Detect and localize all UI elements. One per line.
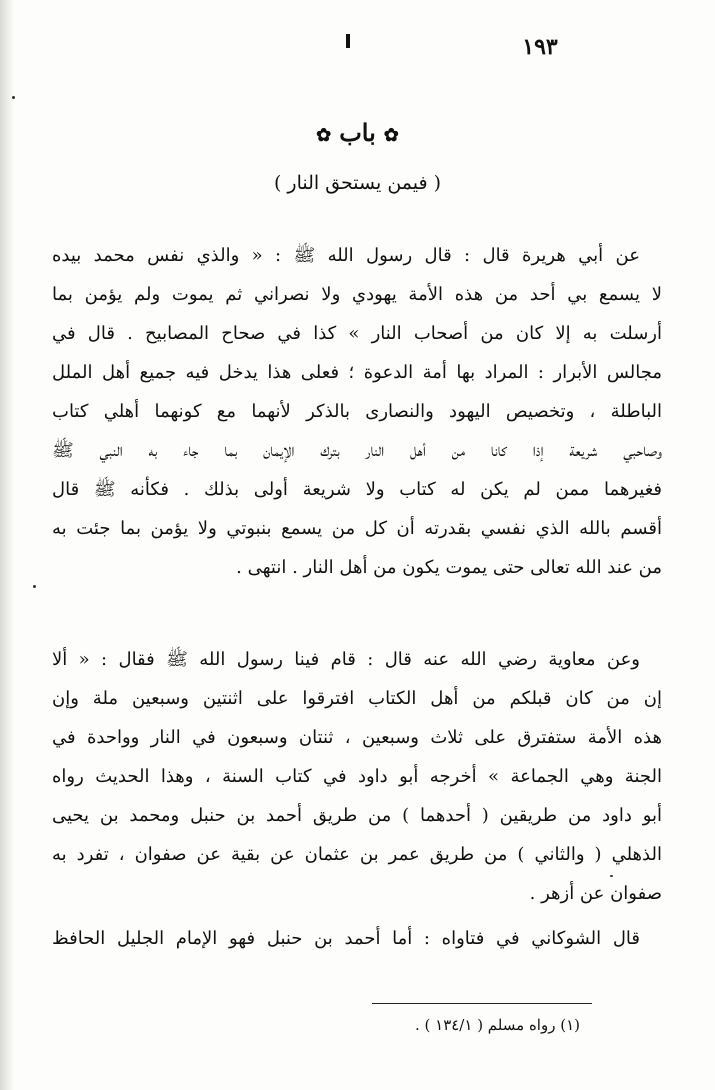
chapter-title-text: باب <box>339 118 376 147</box>
text-line: هذه الأمة ستفترق على ثلاث وسبعين ، ثنتان وسبعون في النار وواحدة في <box>52 727 662 748</box>
footnote: (١) رواه مسلم ( ١٣٤/١ ) . <box>414 1016 580 1034</box>
text-line: لا يسمع بي أحد من هذه الأمة يهودي ولا نصراني ثم يموت ولم يؤمن بما <box>52 284 662 305</box>
print-speck <box>12 96 15 99</box>
text-line: الجنة وهي الجماعة » أخرجه أبو داود في كتاب السنة ، وهذا الحديث رواه <box>52 766 662 787</box>
text-line: وصاحبي شريعة إذا كانا من أهل النار بترك الإيمان بما جاء به النبي ﷺ <box>52 440 662 461</box>
text-line: الباطلة ، وتخصيص اليهود والنصارى بالذكر لأنهما مع كونهما أهلي كتاب <box>52 401 662 422</box>
text-line: عن أبي هريرة قال : قال رسول الله ﷺ : « والذي نفس محمد بيده <box>52 245 640 266</box>
chapter-title <box>220 118 495 147</box>
print-speck <box>610 875 613 877</box>
chapter-subtitle: ( فيمن يستحق النار ) <box>273 172 442 194</box>
text-line: إن من كان قبلكم من أهل الكتاب افترقوا على اثنتين وسبعين ملة وإن <box>52 688 662 709</box>
text-line: فغيرهما ممن لم يكن له كتاب ولا شريعة أولى بذلك . فكأنه ﷺ قال <box>52 479 662 500</box>
print-speck <box>33 585 36 588</box>
text-line: أبو داود من طريقين ( أحدهما ) من طريق أحمد بن حنبل ومحمد بن يحيى <box>52 805 662 826</box>
text-line: صفوان عن أزهر . <box>529 883 662 904</box>
text-line: من عند الله تعالى حتى يموت يكون من أهل النار . انتهى . <box>236 557 662 578</box>
footnote-separator <box>372 1003 592 1004</box>
star-ornament-icon: ✿ <box>316 125 332 146</box>
text-line: مجالس الأبرار : المراد بها أمة الدعوة ؛ فعلى هذا يدخل فيه جميع أهل الملل <box>52 362 662 383</box>
page-number: ١٩٣ <box>522 34 558 60</box>
text-line: أرسلت به إلا كان من أصحاب النار » كذا في صحاح المصابيح . قال في <box>52 323 662 344</box>
text-line-shawkani: قال الشوكاني في فتاواه : أما أحمد بن حنبل فهو الإمام الجليل الحافظ <box>52 928 640 949</box>
paragraph-hadith-abu-hurayra <box>52 236 662 587</box>
text-line: الذهلي ( والثاني ) من طريق عمر بن عثمان عن بقية عن صفوان ، تفرد به <box>52 844 662 865</box>
page-edge-shadow <box>0 0 14 1090</box>
star-ornament-icon: ✿ <box>383 125 399 146</box>
paragraph-hadith-muawiya <box>52 640 662 958</box>
print-mark <box>346 34 350 48</box>
text-line: وعن معاوية رضي الله عنه قال : قام فينا رسول الله ﷺ فقال : « ألا <box>52 649 640 670</box>
text-line: أقسم بالله الذي نفسي بقدرته أن كل من يسمع بنبوتي ولا يؤمن بما جئت به <box>52 518 662 539</box>
